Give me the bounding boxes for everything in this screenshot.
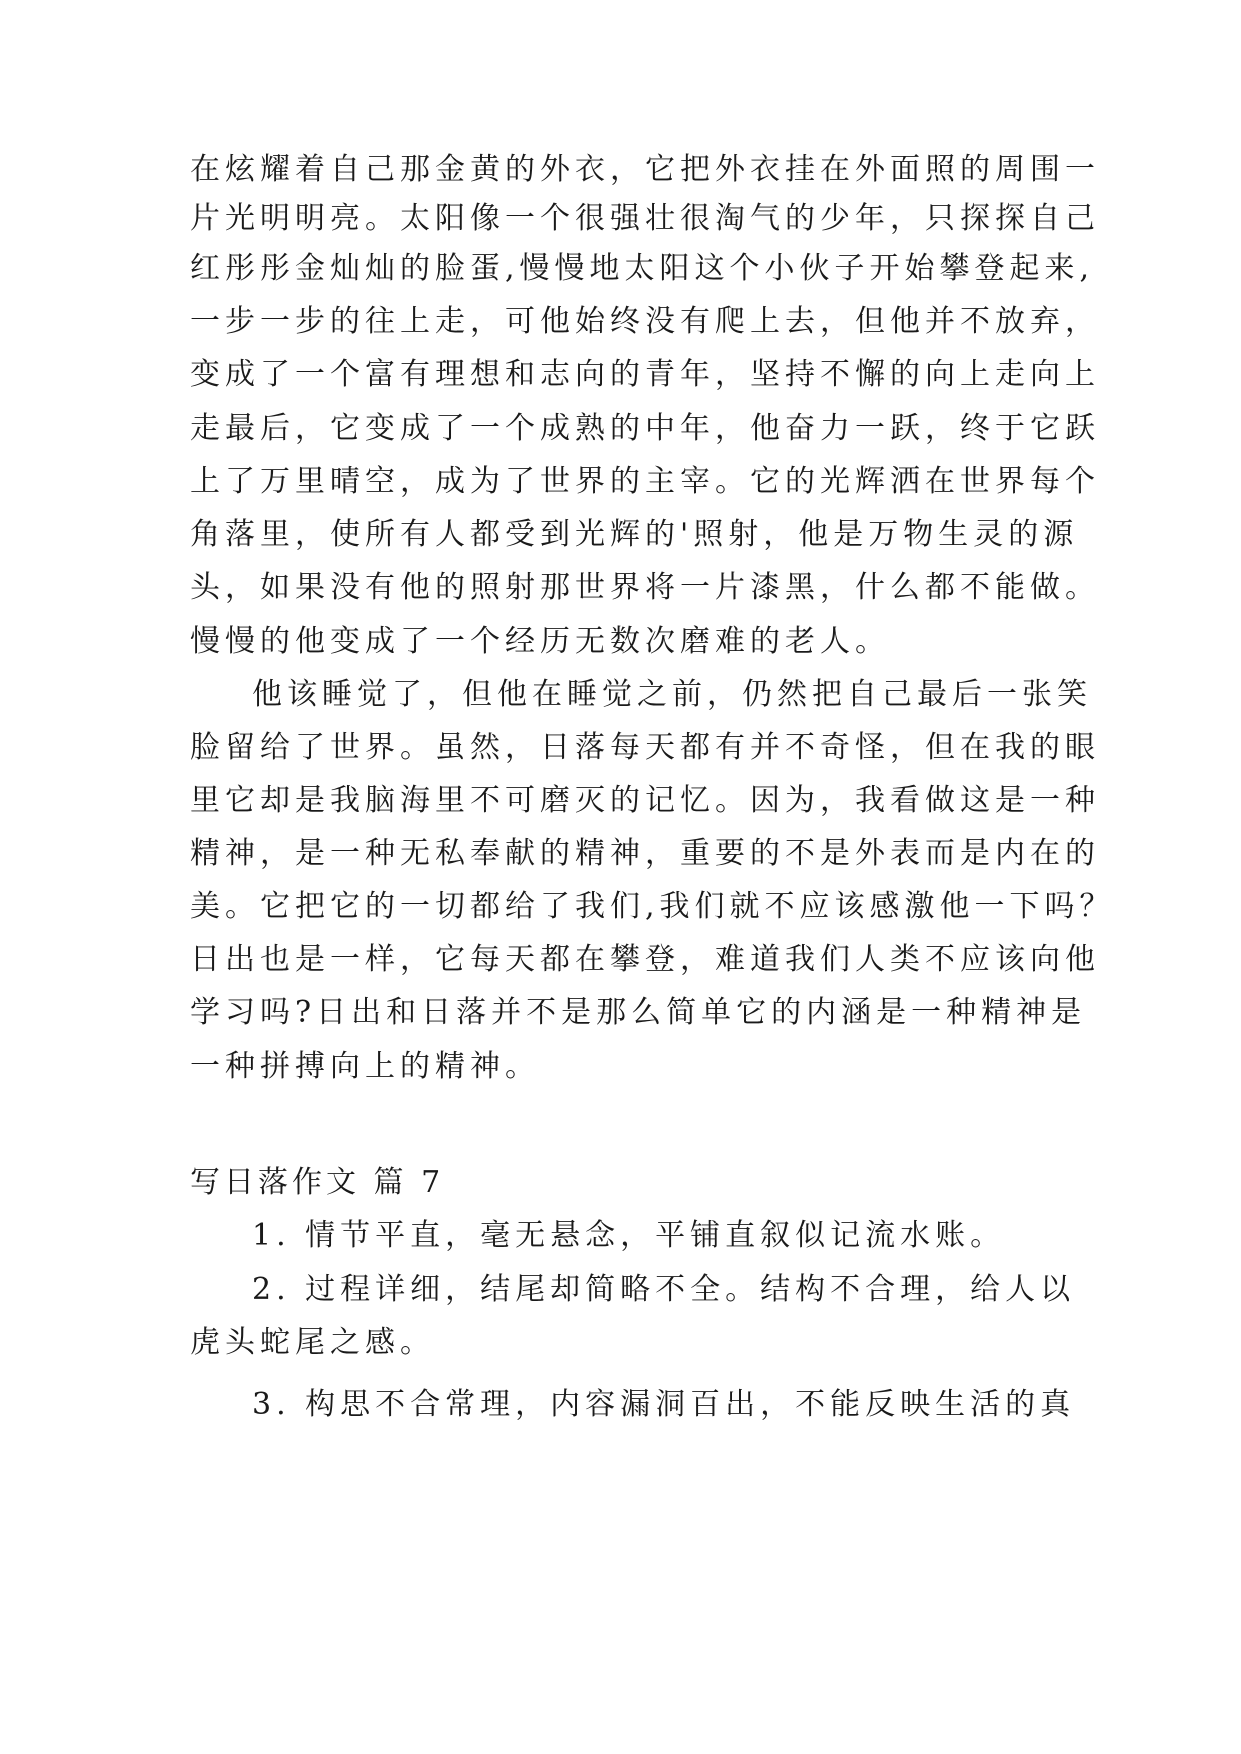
list-item: 2. 过程详细，结尾却简略不全。结构不合理，给人以 — [252, 1272, 1076, 1307]
list-item: 1. 情节平直，毫无悬念，平铺直叙似记流水账。 — [252, 1218, 1006, 1253]
paragraph-line: 慢慢的他变成了一个经历无数次磨难的老人。 — [190, 624, 890, 659]
paragraph-line: 精神，是一种无私奉献的精神，重要的不是外表而是内在的 — [190, 836, 1100, 871]
paragraph-line: 美。它把它的一切都给了我们,我们就不应该感激他一下吗？ — [190, 889, 1115, 924]
paragraph-line: 片光明明亮。太阳像一个很强壮很淘气的少年，只探探自己 — [190, 201, 1100, 236]
section-heading: 写日落作文 篇 7 — [190, 1165, 445, 1200]
paragraph-line: 走最后，它变成了一个成熟的中年，他奋力一跃，终于它跃 — [190, 411, 1100, 446]
paragraph-line: 上了万里晴空，成为了世界的主宰。它的光辉洒在世界每个 — [190, 464, 1100, 499]
paragraph-line: 一步一步的往上走，可他始终没有爬上去，但他并不放弃， — [190, 304, 1100, 339]
paragraph-line: 头，如果没有他的照射那世界将一片漆黑，什么都不能做。 — [190, 570, 1100, 605]
list-item: 3. 构思不合常理，内容漏洞百出，不能反映生活的真 — [252, 1387, 1076, 1422]
paragraph-line: 红彤彤金灿灿的脸蛋,慢慢地太阳这个小伙子开始攀登起来, — [190, 251, 1095, 286]
paragraph-line: 脸留给了世界。虽然，日落每天都有并不奇怪，但在我的眼 — [190, 730, 1100, 765]
paragraph-line: 日出也是一样，它每天都在攀登，难道我们人类不应该向他 — [190, 942, 1100, 977]
paragraph-line: 他该睡觉了，但他在睡觉之前，仍然把自己最后一张笑 — [252, 677, 1092, 712]
paragraph-line: 一种拼搏向上的精神。 — [190, 1049, 540, 1084]
paragraph-line: 变成了一个富有理想和志向的青年，坚持不懈的向上走向上 — [190, 357, 1100, 392]
paragraph-line: 里它却是我脑海里不可磨灭的记忆。因为，我看做这是一种 — [190, 783, 1100, 818]
paragraph-line: 学习吗?日出和日落并不是那么简单它的内涵是一种精神是 — [190, 995, 1087, 1030]
paragraph-line: 在炫耀着自己那金黄的外衣，它把外衣挂在外面照的周围一 — [190, 152, 1100, 187]
list-item-continuation: 虎头蛇尾之感。 — [190, 1325, 435, 1360]
paragraph-line: 角落里，使所有人都受到光辉的'照射，他是万物生灵的源 — [190, 517, 1079, 552]
